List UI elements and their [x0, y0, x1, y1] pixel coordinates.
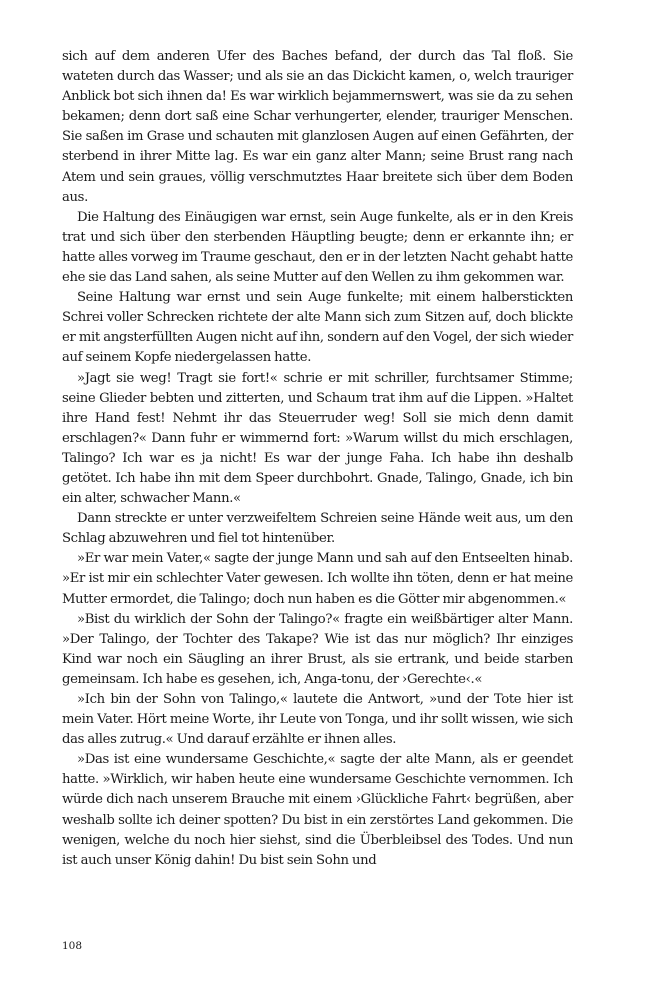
- paragraph: sich auf dem anderen Ufer des Baches befand, der durch das Tal floß. Sie wateten durch das Wasser; und als sie an das Dickicht kamen, o, welch trauriger Anblick bot sich ihnen da! Es war wirklich bejammernswert, was sie da zu sehen bekamen; denn dort saß eine Schar verhungerter, elender, trauriger Menschen. Sie saßen im Grase und schauten mit glanzlosen Augen auf einen Gefährten, der sterbend in ihrer Mitte lag. Es war ein ganz alter Mann; seine Brust rang nach Atem und sein graues, völlig verschmutztes Haar breitete sich über dem Boden aus.: [62, 49, 573, 205]
- paragraph: »Er war mein Vater,« sagte der junge Mann und sah auf den Entseelten hinab. »Er ist mir ein schlechter Vater gewesen. Ich wollte ihn töten, denn er hat meine Mutter ermordet, die Talingo; doch nun haben es die Götter mir abgenommen.«: [62, 551, 573, 607]
- paragraph: »Ich bin der Sohn von Talingo,« lautete die Antwort, »und der Tote hier ist mein Vater. Hört meine Worte, ihr Leute von Tonga, und ihr sollt wissen, wie sich das alles zutrug.« Und darauf erzählte er ihnen alles.: [62, 692, 573, 748]
- paragraph: »Das ist eine wundersame Geschichte,« sagte der alte Mann, als er geendet hatte. »Wirklich, wir haben heute eine wundersame Geschichte vernommen. Ich würde dich nach unserem Brauche mit einem ›Glückliche Fahrt‹ begrüßen, aber weshalb sollte ich deiner spotten? Du bist in ein zerstörtes Land gekommen. Die wenigen, welche du noch hier siehst, sind die Überbleibsel des Todes. Und nun ist auch unser König dahin! Du bist sein Sohn und: [62, 752, 573, 868]
- paragraph: »Bist du wirklich der Sohn der Talingo?« fragte ein weißbärtiger alter Mann. »Der Talingo, der Tochter des Takape? Wie ist das nur möglich? Ihr einziges Kind war noch ein Säugling an ihrer Brust, als sie ertrank, und beide starben gemeinsam. Ich habe es gesehen, ich, Anga-tonu, der ›Gerechte‹.«: [62, 611, 573, 687]
- paragraph: Seine Haltung war ernst und sein Auge funkelte; mit einem halberstickten Schrei voller Schrecken richtete der alte Mann sich zum Sitzen auf, doch blickte er mit angsterfüllten Augen nicht auf ihn, sondern auf den Vogel, der sich wieder auf seinem Kopfe niedergelassen hatte.: [62, 290, 573, 366]
- paragraph: Die Haltung des Einäugigen war ernst, sein Auge funkelte, als er in den Kreis trat und sich über den sterbenden Häuptling beugte; denn er erkannte ihn; er hatte alles vorweg im Traume geschaut, den er in der letzten Nacht gehabt hatte ehe sie das Land sahen, als seine Mutter auf den Wellen zu ihm gekommen war.: [62, 209, 573, 286]
- paragraph: Dann streckte er unter verzweifeltem Schreien seine Hände weit aus, um den Schlag abzuwehren und fiel tot hintenüber.: [62, 511, 573, 547]
- page-number: 108: [62, 940, 83, 952]
- body-text: [62, 47, 573, 871]
- paragraph: »Jagt sie weg! Tragt sie fort!« schrie er mit schriller, furchtsamer Stimme; seine Glieder bebten und zitterten, und Schaum trat ihm auf die Lippen. »Haltet ihre Hand fest! Nehmt ihr das Steuerruder weg! Soll sie mich denn damit erschlagen?« Dann fuhr er wimmernd fort: »Warum willst du mich erschlagen, Talingo? Ich war es ja nicht! Es war der junge Faha. Ich habe ihn deshalb getötet. Ich habe ihn mit dem Speer durchbohrt. Gnade, Talingo, Gnade, ich bin ein alter, schwacher Mann.«: [62, 370, 573, 507]
